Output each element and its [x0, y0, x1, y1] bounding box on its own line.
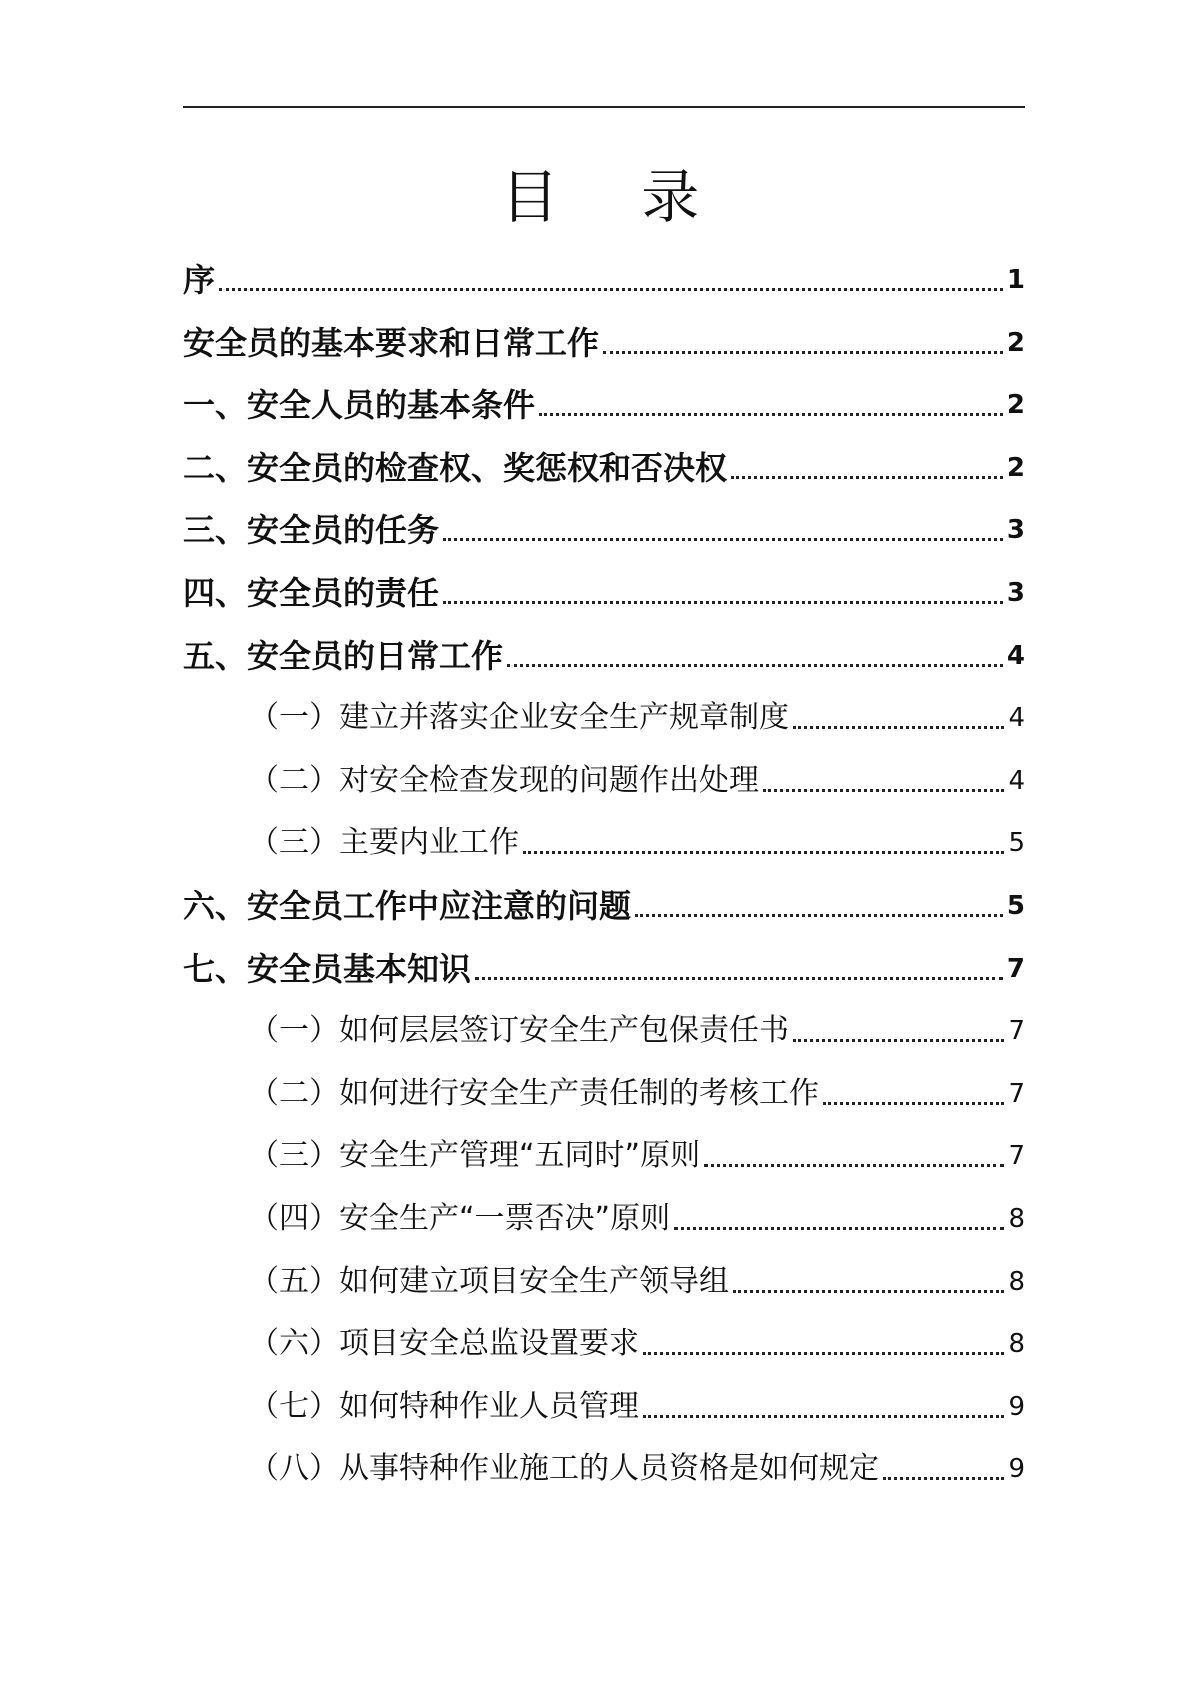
- toc-dot-leader: [443, 601, 1003, 604]
- toc-page-number: 8: [1008, 1204, 1025, 1234]
- toc-entry-label: （三）安全生产管理“五同时”原则: [249, 1138, 701, 1173]
- toc-entry[interactable]: [183, 318, 1025, 368]
- toc-entry-label: 安全员的基本要求和日常工作: [183, 324, 600, 362]
- toc-dot-leader: [793, 1039, 1004, 1042]
- toc-page-number: 3: [1006, 578, 1025, 608]
- toc-entry-label: （一）如何层层签订安全生产包保责任书: [249, 1013, 789, 1048]
- toc-entry-label: 四、安全员的责任: [183, 574, 440, 612]
- toc-page-number: 2: [1006, 453, 1025, 483]
- toc-entry-label: （二）对安全检查发现的问题作出处理: [249, 763, 759, 798]
- toc-page-number: 7: [1006, 954, 1025, 984]
- toc-dot-leader: [704, 1164, 1004, 1167]
- toc-entry[interactable]: [249, 1382, 1025, 1432]
- toc-entry[interactable]: [249, 1131, 1025, 1181]
- toc-dot-leader: [635, 914, 1003, 917]
- toc-page-number: 1: [1006, 265, 1025, 295]
- toc-entry-label: 五、安全员的日常工作: [183, 637, 504, 675]
- toc-dot-leader: [733, 1290, 1004, 1293]
- toc-dot-leader: [793, 726, 1004, 729]
- toc-entry[interactable]: [183, 443, 1025, 493]
- toc-entry[interactable]: [249, 818, 1025, 868]
- toc-page-number: 2: [1006, 390, 1025, 420]
- toc-page-number: 7: [1008, 1079, 1025, 1109]
- toc-dot-leader: [763, 789, 1004, 792]
- toc-dot-leader: [643, 1415, 1004, 1418]
- toc-entry[interactable]: [249, 756, 1025, 806]
- toc-page-number: 4: [1006, 641, 1025, 671]
- toc-dot-leader: [731, 476, 1003, 479]
- toc-entry[interactable]: [249, 1257, 1025, 1307]
- toc-dot-leader: [603, 351, 1003, 354]
- toc-entry-label: （四）安全生产“一票否决”原则: [249, 1201, 671, 1236]
- toc-entry[interactable]: [249, 1069, 1025, 1119]
- toc-entry[interactable]: [249, 1006, 1025, 1056]
- toc-page-number: 7: [1008, 1016, 1025, 1046]
- toc-page-number: 2: [1006, 328, 1025, 358]
- toc-entry[interactable]: [183, 380, 1025, 430]
- toc-entry-label: 三、安全员的任务: [183, 511, 440, 549]
- toc-entry[interactable]: [183, 568, 1025, 618]
- toc-entry-label: （八）从事特种作业施工的人员资格是如何规定: [249, 1451, 879, 1486]
- toc-page-number: 5: [1006, 891, 1025, 921]
- toc-entry[interactable]: [183, 944, 1025, 994]
- toc-page-number: 9: [1008, 1454, 1025, 1484]
- toc-dot-leader: [507, 664, 1003, 667]
- toc-dot-leader: [674, 1227, 1004, 1230]
- toc-dot-leader: [539, 413, 1003, 416]
- toc-page-number: 8: [1008, 1267, 1025, 1297]
- toc-dot-leader: [475, 977, 1003, 980]
- toc-entry-label: （三）主要内业工作: [249, 825, 519, 860]
- toc-dot-leader: [443, 538, 1003, 541]
- toc-entry-label: 七、安全员基本知识: [183, 950, 472, 988]
- header-rule: [183, 106, 1025, 108]
- toc-entry[interactable]: [249, 1319, 1025, 1369]
- toc-page-number: 3: [1006, 515, 1025, 545]
- toc-page-number: 4: [1008, 703, 1025, 733]
- toc-entry-label: 序: [183, 261, 216, 299]
- toc-entry[interactable]: [249, 1444, 1025, 1494]
- toc-entry-label: 二、安全员的检查权、奖惩权和否决权: [183, 449, 728, 487]
- toc-entry-label: 一、安全人员的基本条件: [183, 386, 536, 424]
- toc-entry[interactable]: [249, 693, 1025, 743]
- page-title: 目 录: [500, 163, 732, 231]
- toc-entry[interactable]: [249, 1194, 1025, 1244]
- toc-entry[interactable]: [183, 255, 1025, 305]
- toc-entry-label: （一）建立并落实企业安全生产规章制度: [249, 700, 789, 735]
- toc-entry-label: （七）如何特种作业人员管理: [249, 1389, 639, 1424]
- toc-dot-leader: [523, 851, 1004, 854]
- toc-entry[interactable]: [183, 631, 1025, 681]
- toc-page-number: 4: [1008, 766, 1025, 796]
- toc-dot-leader: [823, 1102, 1004, 1105]
- toc-entry-label: （六）项目安全总监设置要求: [249, 1326, 639, 1361]
- toc-page-number: 8: [1008, 1329, 1025, 1359]
- toc-entry[interactable]: [183, 881, 1025, 931]
- toc-entry-label: （五）如何建立项目安全生产领导组: [249, 1264, 729, 1299]
- toc-entry[interactable]: [183, 505, 1025, 555]
- toc-entry-label: 六、安全员工作中应注意的问题: [183, 887, 632, 925]
- toc-dot-leader: [643, 1352, 1004, 1355]
- toc-dot-leader: [219, 288, 1003, 291]
- toc-dot-leader: [883, 1477, 1004, 1480]
- toc-page-number: 9: [1008, 1392, 1025, 1422]
- toc-page-number: 5: [1008, 828, 1025, 858]
- toc-entry-label: （二）如何进行安全生产责任制的考核工作: [249, 1076, 819, 1111]
- toc-page-number: 7: [1008, 1141, 1025, 1171]
